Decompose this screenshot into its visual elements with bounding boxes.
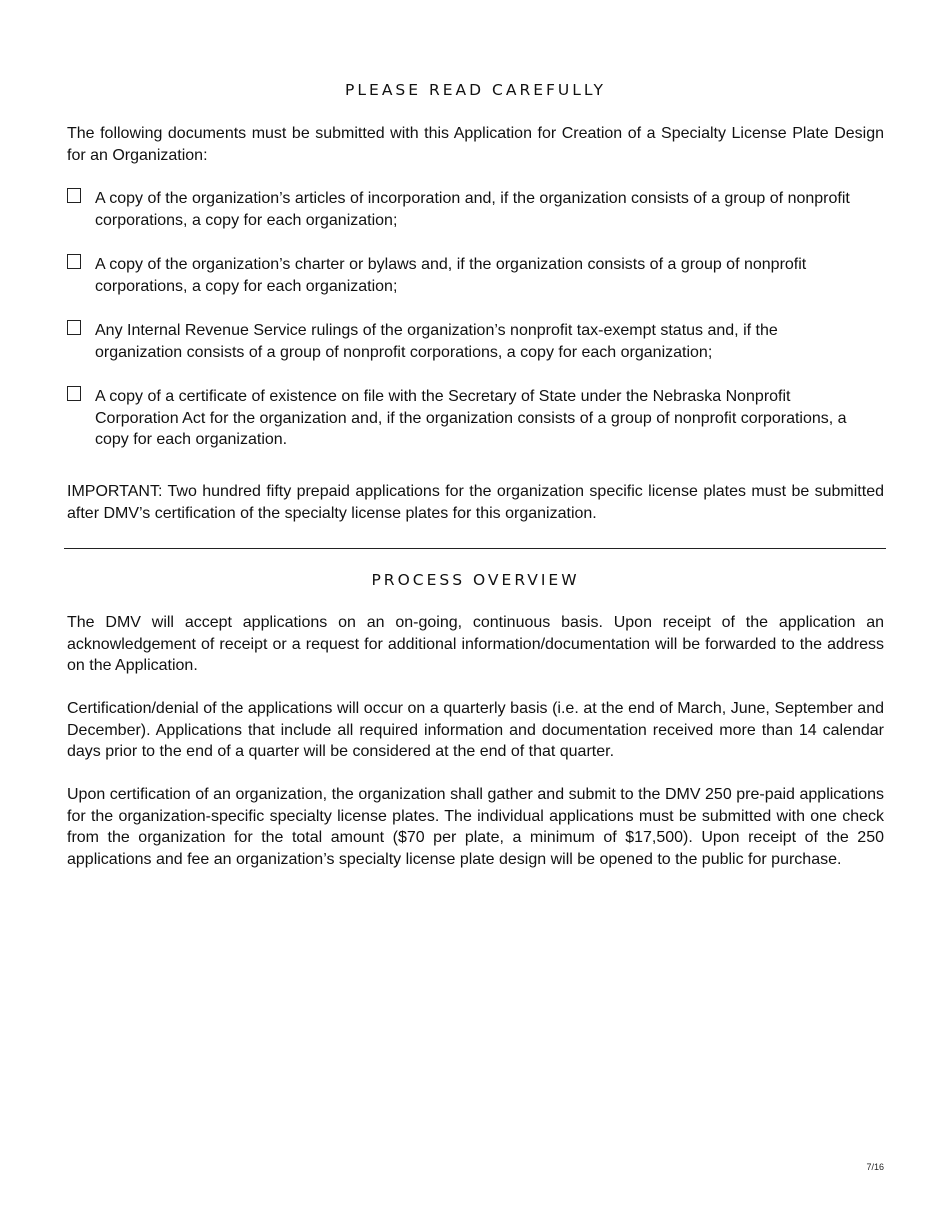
checkbox[interactable] [67,320,81,335]
process-paragraph: Certification/denial of the applications will occur on a quarterly basis (i.e. at the end of March, June, September and December). Applications that include all required information and documentation received more than 14 calendar days prior to the end of a quarter will be considered at the end of that quarter. [67,700,884,760]
section-divider [64,548,886,549]
please-read-heading: PLEASE READ CAREFULLY [345,81,606,99]
process-overview-heading: PROCESS OVERVIEW [371,571,580,589]
checklist-item [67,254,884,298]
process-paragraph: Upon certification of an organization, the organization shall gather and submit to the DMV 250 pre-paid applications for the organization-specific specialty license plates. The individual applications must be submitted with one check from the organization for the total amount ($70 per plate, a minimum of $17,500). Upon receipt of the 250 applications and fee an organization’s specialty license plate design will be opened to the public for purchase. [67,786,884,868]
checklist-item [67,386,884,452]
documents-intro: The following documents must be submitted with this Application for Creation of a Specialty License Plate Design for an Organization: [67,125,884,164]
important-note: IMPORTANT: Two hundred fifty prepaid applications for the organization specific license plates must be submitted after DMV’s certification of the specialty license plates for this organization. [67,483,884,522]
checklist-item [67,320,884,364]
page-number: 7/16 [866,1162,884,1172]
checklist-item-text: A copy of the organization’s charter or bylaws and, if the organization consists of a group of nonprofit corporations, a copy for each organization; [95,256,807,295]
process-paragraph: The DMV will accept applications on an on-going, continuous basis. Upon receipt of the application an acknowledgement of receipt or a request for additional information/documentation will be forwarded to the address on the Application. [67,614,884,674]
checklist-item-text: A copy of the organization’s articles of incorporation and, if the organization consists of a group of nonprofit corporations, a copy for each organization; [95,190,850,229]
checkbox[interactable] [67,254,81,269]
checklist-item [67,188,884,232]
checklist-item-text: Any Internal Revenue Service rulings of the organization’s nonprofit tax-exempt status and, if the organization consists of a group of nonprofit corporations, a copy for each organization; [95,322,778,361]
checkbox[interactable] [67,188,81,203]
checkbox[interactable] [67,386,81,401]
checklist-item-text: A copy of a certificate of existence on file with the Secretary of State under the Nebraska Nonprofit Corporation Act for the organization and, if the organization consists of a group of nonprofit corporations, a copy for each organization. [95,388,847,448]
